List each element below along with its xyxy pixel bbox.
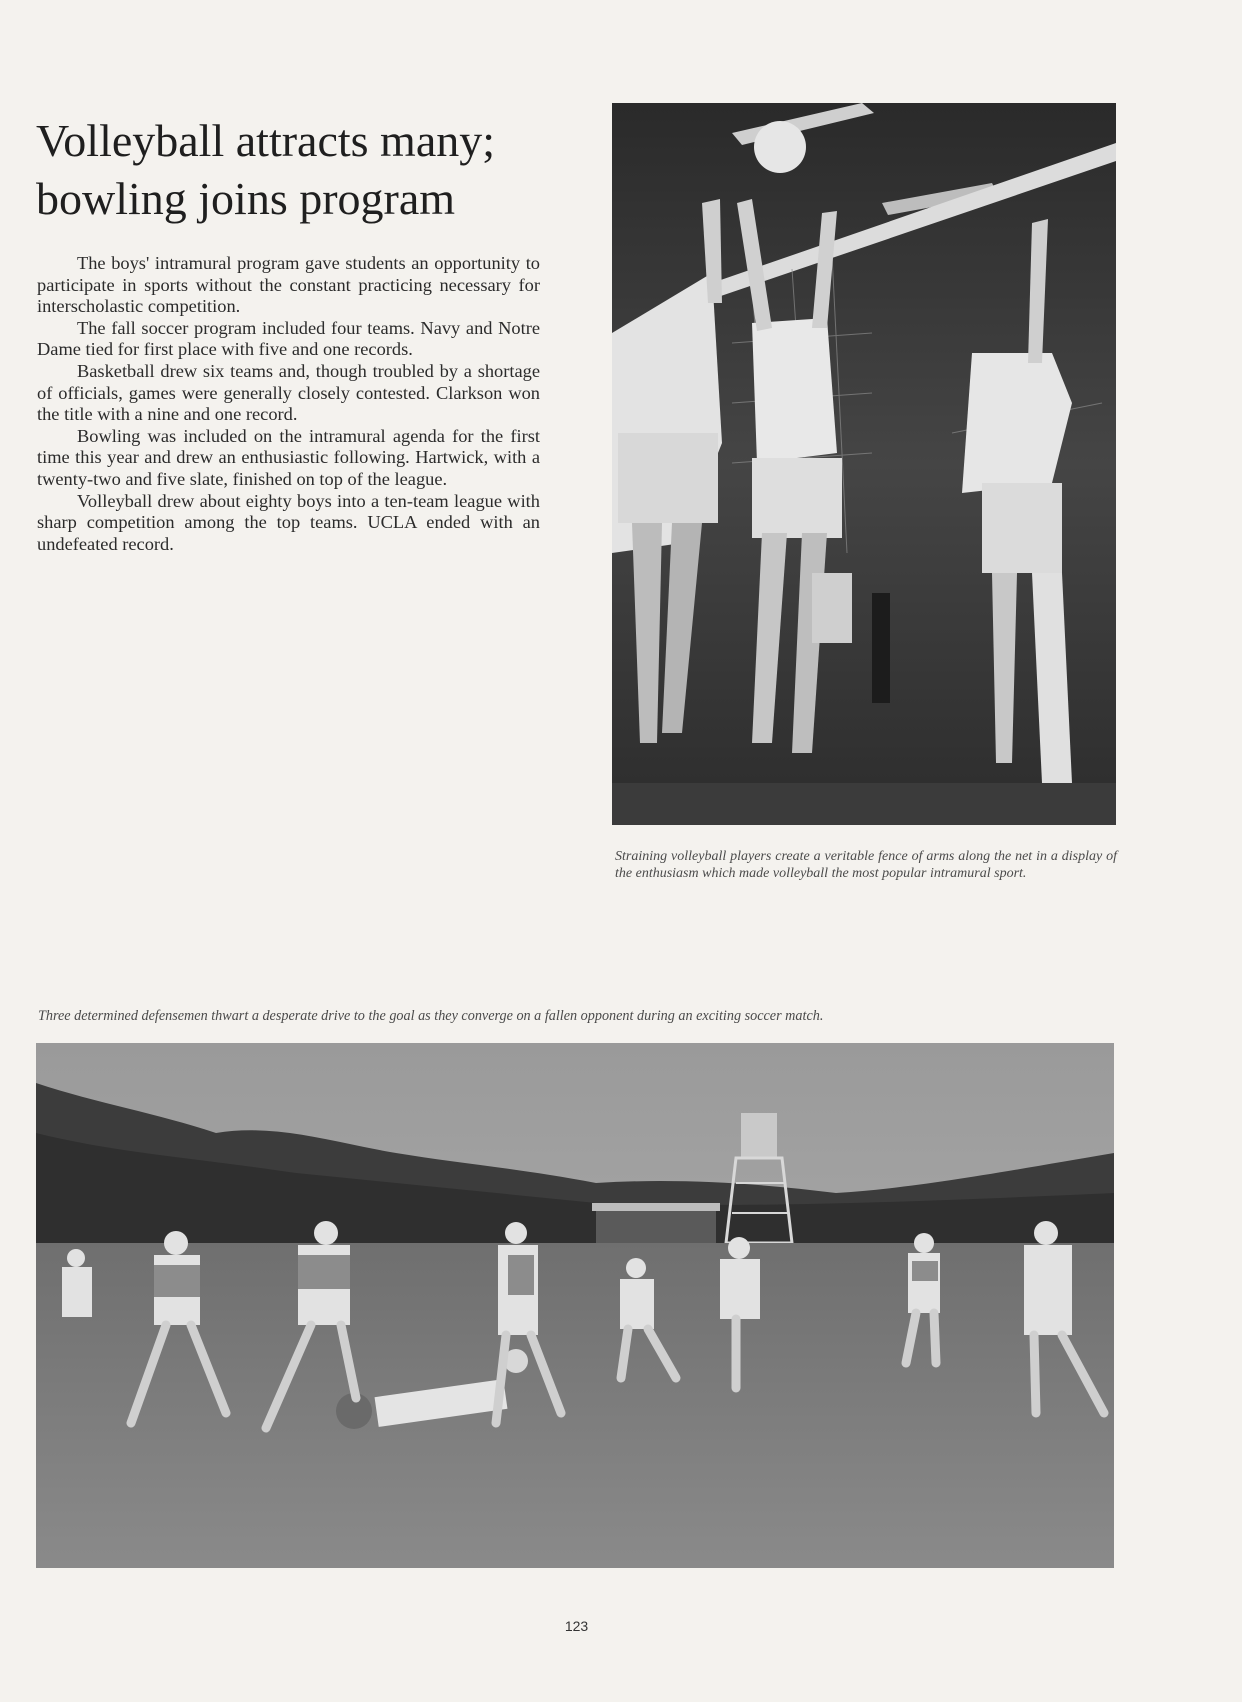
volleyball-caption: Straining volleyball players create a veritable fence of arms along the net in a display of the enthusiasm which made volleyball the most popular intramural sport. [615,849,1117,881]
volleyball-photo-image [612,103,1116,825]
headline-line-1: Volleyball attracts many; [36,115,496,166]
soccer-photo-image [36,1043,1114,1568]
article-paragraph: The boys' intramural program gave students an opportunity to participate in sports without the constant practicing necessary for interscholastic competition. [37,253,540,317]
headline [36,112,576,228]
article-paragraph: Bowling was included on the intramural agenda for the first time this year and drew an enthusiastic following. Hartwick, with a twenty-two and five slate, finished on top of the league. [37,425,540,489]
article-paragraph: The fall soccer program included four teams. Navy and Notre Dame tied for first place with five and one records. [37,317,540,360]
volleyball-photo [612,103,1116,825]
headline-line-2: bowling joins program [36,173,456,224]
article-paragraph: Volleyball drew about eighty boys into a ten-team league with sharp competition among the top teams. UCLA ended with an undefeated record. [37,490,540,554]
soccer-caption: Three determined defensemen thwart a desperate drive to the goal as they converge on a fallen opponent during an exciting soccer match. [38,1008,824,1024]
page-number: 123 [564,1618,589,1634]
article-paragraph: Basketball drew six teams and, though troubled by a shortage of officials, games were generally closely contested. Clarkson won the title with a nine and one record. [37,360,540,425]
article-body [37,253,540,555]
soccer-photo [36,1043,1114,1568]
